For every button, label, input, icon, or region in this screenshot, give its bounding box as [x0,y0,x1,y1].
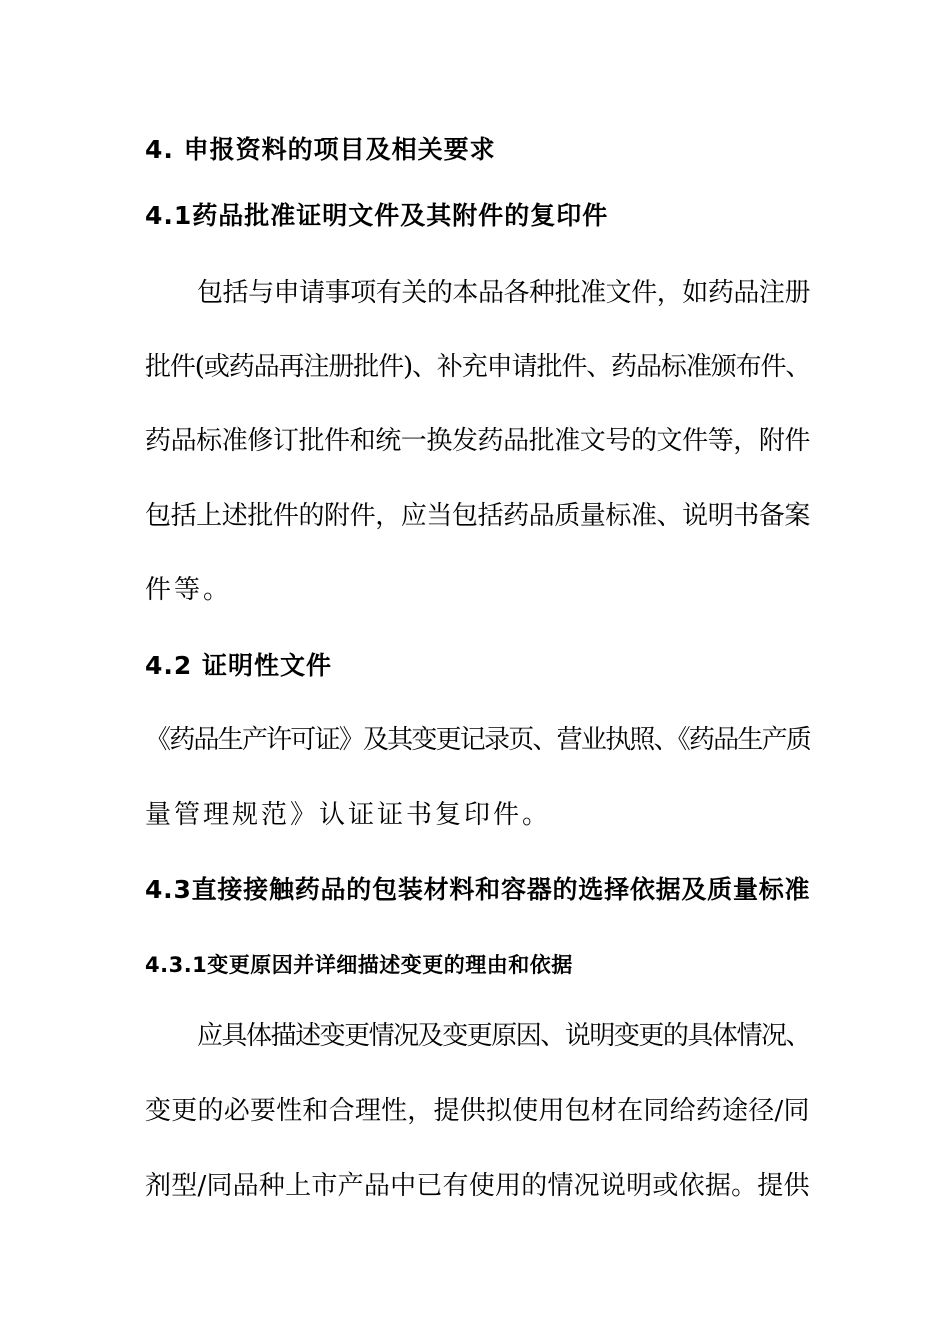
section-4-1-paragraph-line-1: 包括与申请事项有关的本品各种批准文件，如药品注册 [197,278,811,308]
section-4-2-paragraph-line-1: 《药品生产许可证》及其变更记录页、营业执照、《药品生产质 [145,725,811,755]
section-4-1-paragraph-line-4: 包括上述批件的附件，应当包括药品质量标准、说明书备案 [145,501,811,531]
section-4-3-1-paragraph-line-3: 剂型/同品种上市产品中已有使用的情况说明或依据。提供 [145,1171,810,1201]
section-4-2-heading: 4.2 证明性文件 [145,651,332,680]
section-4-1-paragraph-line-3: 药品标准修订批件和统一换发药品批准文号的文件等，附件 [145,426,811,456]
section-4-1-heading: 4.1药品批准证明文件及其附件的复印件 [145,201,609,230]
section-4-1-paragraph-line-2: 批件(或药品再注册批件)、补充申请批件、药品标准颁布件、 [145,352,811,382]
section-4-3-heading: 4.3直接接触药品的包装材料和容器的选择依据及质量标准 [145,875,811,904]
section-4-3-1-heading: 4.3.1变更原因并详细描述变更的理由和依据 [145,953,573,977]
section-4-3-1-paragraph-line-1: 应具体描述变更情况及变更原因、说明变更的具体情况、 [197,1021,811,1051]
section-4-1-paragraph-line-5: 件等。 [145,575,233,605]
section-4-3-1-paragraph-line-2: 变更的必要性和合理性，提供拟使用包材在同给药途径/同 [145,1096,810,1126]
section-4-2-paragraph-line-2: 量管理规范》认证证书复印件。 [145,800,552,830]
section-4-heading: 4. 申报资料的项目及相关要求 [145,135,496,164]
